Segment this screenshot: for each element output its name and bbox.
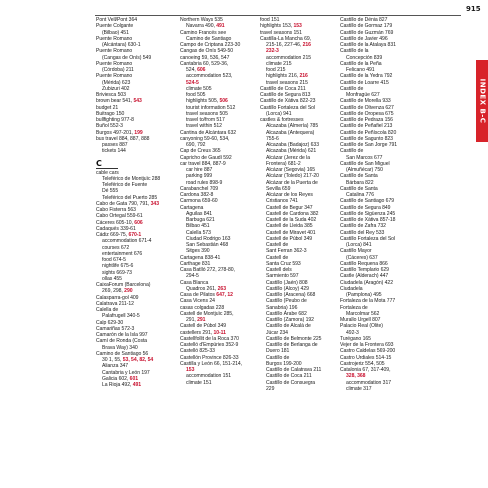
entry-text: travel to/from 517 <box>186 117 225 123</box>
entry-text: Castillo de Consuegra <box>266 379 316 386</box>
entry-text: Castillo de Zafra 732 <box>340 223 386 230</box>
entry-text: Castillo de Xàtiva 857-18 <box>340 217 396 223</box>
index-tab <box>476 60 488 142</box>
entry-text: Castell de <box>266 242 289 248</box>
entry-text: Castillo Mayor <box>340 248 372 255</box>
entry-text: 215-16, 227-46, <box>266 42 303 48</box>
entry-text: Carmona 659-60 <box>180 198 218 205</box>
entry-text: Quadros 261, <box>186 285 218 292</box>
entry-text: La Rioja 492, <box>102 382 133 388</box>
entry-text: (Almuñécar) 750 <box>346 167 383 173</box>
entry-text: 269, 298, <box>102 288 125 295</box>
map-page-reference: 506 <box>219 98 228 105</box>
entry-text: Cartagena 838-41 <box>180 254 221 261</box>
entry-text: Castell de Begur 347 <box>266 204 313 211</box>
map-page-reference: 290 <box>124 288 133 295</box>
entry-text: Briviesca 503 <box>96 92 126 98</box>
entry-text: parking 999 <box>186 173 213 180</box>
entry-text: Castell de Lleida 385 <box>266 223 313 230</box>
entry-text: Castillo de Segura 813 <box>260 92 311 98</box>
entry-text: Castellón Province 826-33 <box>180 354 239 361</box>
entry-text: Cardona 382-8 <box>180 192 214 198</box>
entry-text: Cristianos 741 <box>266 198 298 205</box>
entry-text: Castillo (Peubo de <box>266 298 307 305</box>
entry-text: Alcazaba (Antequera) <box>266 129 315 136</box>
entry-text: Alcazaba (Mérida) 621 <box>266 148 317 155</box>
entry-text: Buñol 552-3 <box>96 123 123 130</box>
entry-text: Castillo de Pedraza 156 <box>340 117 393 123</box>
entry-text: travel seasons 215 <box>266 79 308 86</box>
entry-text: Castillo de Xàtiva 822-23 <box>260 98 316 105</box>
entry-text: canoeing 59, 536, 547 <box>180 54 230 61</box>
entry-text: sights 669-73 <box>102 269 132 276</box>
map-page-reference: 328, 368 <box>346 373 366 380</box>
entry-text: Castillo de <box>340 148 364 155</box>
entry-text: Castle (Alderach) 447 <box>340 273 389 280</box>
entry-text: CaixaForum (Barcelona) <box>96 282 151 288</box>
entry-text: Castillo de Peñíscola 820 <box>340 129 397 136</box>
entry-text: Cantabria y León 197 <box>102 369 150 376</box>
map-page-reference: 543 <box>133 98 142 105</box>
map-page-reference: 343 <box>150 200 159 207</box>
entry-text: Alcázar de la Puerta de <box>266 179 318 186</box>
header-rule <box>95 15 461 16</box>
entry-text: Castell de Púbol 349 <box>266 235 313 242</box>
entry-text: Castillo Fortaleza del Sol <box>260 104 316 111</box>
entry-text: food 151 <box>260 17 280 23</box>
entry-text: Felicano 491 <box>346 67 375 73</box>
entry-text: Castillo de Santa <box>340 185 378 192</box>
entry-text: road rules 898-9 <box>186 179 223 186</box>
entry-text: Teleférico de Montjuïc 288 <box>102 175 161 182</box>
entry-text: (Mérida) 623 <box>102 79 131 86</box>
entry-text: (Cáceres) 637 <box>346 254 378 261</box>
entry-text: Fortaleza de la Mota 777 <box>340 298 396 305</box>
entry-text: 30 1, 55, <box>102 357 123 363</box>
entry-text: car travel 884, 887-9 <box>180 160 226 167</box>
entry-text: Cádiz 669-75, <box>96 232 129 238</box>
entry-text: 294-5 <box>186 273 199 280</box>
entry-text: Castillo (Jaén) 808 <box>266 279 308 286</box>
entry-text: Cabo Ortegal 559-61 <box>96 213 143 220</box>
entry-text: Calasparra-gol 409 <box>96 294 139 301</box>
index-column-2 <box>180 17 260 386</box>
entry-text: Duero 181 <box>266 348 290 355</box>
entry-text: Calatrava 211-12 <box>96 300 134 307</box>
entry-text: Castelló 825-33 <box>180 348 215 355</box>
entry-text: (Lorca) 841 <box>346 242 372 248</box>
entry-text: Burgos 497-201, <box>96 129 135 136</box>
entry-text: Sarmiento 597 <box>266 273 299 280</box>
entry-text: Castell dels <box>266 267 292 273</box>
entry-text: Cabo Fisterra 563 <box>96 207 136 213</box>
page-number: 915 <box>466 5 481 13</box>
map-page-reference: 153 <box>293 23 302 30</box>
entry-text: Camí de Ronda (Costa <box>96 338 148 345</box>
entry-text: Camino de Santiago <box>186 35 232 42</box>
entry-text: Alcázar (Jerez de la <box>266 154 311 161</box>
entry-text: Cantina de Alcántara 632 <box>180 129 237 136</box>
entry-text: accommodation 151 <box>186 373 232 380</box>
entry-text: Calella de <box>96 307 119 313</box>
entry-text: Castillo de Peñafiel 213 <box>340 123 393 130</box>
map-page-reference: 291 <box>197 317 206 323</box>
entry-text: Bárbara 822 <box>346 179 374 186</box>
entry-text: Casa Batlló 272, 278-80, <box>180 267 235 273</box>
entry-text: Frontera) 681-2 <box>266 160 301 167</box>
entry-text: Alianza 347 <box>102 363 129 370</box>
entry-text: Teleférico del Puerto 285 <box>102 194 158 201</box>
entry-text: Galicia 602, <box>102 375 130 382</box>
entry-text: entertainment 676 <box>102 250 143 257</box>
entry-text: castellers 291, <box>180 329 214 336</box>
entry-text: Puente Romano <box>96 60 133 67</box>
entry-text: Castelló d'Empúries 352-9 <box>180 342 239 348</box>
entry-text: Cartagena <box>180 204 204 211</box>
entry-text: Castillo (Aracena) 668 <box>266 292 316 298</box>
entry-text: highlights 505, <box>186 98 220 105</box>
entry-text: Castillo de la Atalaya 831 <box>340 42 396 48</box>
entry-text: Castell de Púbol 349 <box>180 323 227 330</box>
entry-text: Camino de Santiago 56 <box>96 350 149 357</box>
entry-text: Castillo de Sigüenza 245 <box>340 210 396 217</box>
map-page-reference: 10-11 <box>213 329 226 336</box>
entry-text: Alcazaba (Badajoz) 633 <box>266 142 319 148</box>
map-page-reference: 524-5 <box>186 79 199 86</box>
entry-text: highlights 216, <box>266 73 300 80</box>
map-page-reference: 216 <box>302 42 311 48</box>
entry-text: Castillo de Alcalá de <box>266 323 311 330</box>
entry-text: Castillo de Javier 496 <box>340 35 388 42</box>
entry-text: Cabo de Gata 790, 791, <box>96 200 151 207</box>
entry-text: Catalonia 67, 317-409, <box>340 367 391 373</box>
entry-text: Carabanchel 709 <box>180 185 219 192</box>
entry-text: Casa de Pilatos <box>180 292 217 298</box>
index-column-3 <box>260 17 340 392</box>
entry-text: Vejer de la Frontera 693 <box>340 342 394 348</box>
entry-text: accommodation 671-4 <box>102 238 152 245</box>
entry-text: (Cangas de Onís) 549 <box>102 54 152 61</box>
entry-text: accommodation 215 <box>266 54 312 61</box>
entry-text: 229 <box>266 385 275 392</box>
entry-text: food 215 <box>266 67 286 73</box>
entry-text: Castillo de San Jorge 791 <box>340 142 398 148</box>
entry-text: Navarra 490, <box>186 23 217 30</box>
entry-text: Castell de Cardona 382 <box>266 210 319 217</box>
entry-text: Sitges 390 <box>186 248 210 255</box>
map-page-reference: 491 <box>132 382 142 388</box>
index-column-1 <box>96 17 176 388</box>
entry-text: Calp 629-30 <box>96 319 124 326</box>
entry-text: Castillo de Coca 211 <box>266 373 312 380</box>
map-page-reference: 670-1 <box>128 232 142 238</box>
entry-text: canyoning 59-60, 534, <box>180 135 230 142</box>
entry-text: (Lorca) 941 <box>266 110 292 117</box>
entry-text: car hire 887 <box>186 167 213 173</box>
index-column-4 <box>340 17 420 392</box>
entry-text: Teleférico de Fuente <box>102 182 148 188</box>
entry-text: Castillo de Berlanga de <box>266 342 318 348</box>
entry-text: Castillo del Rey 533 <box>340 229 385 236</box>
entry-text: Ciudadela <box>340 285 363 292</box>
map-page-reference: 216 <box>299 73 308 80</box>
map-page-reference: 199 <box>134 129 143 136</box>
entry-text: Castro Urdiales 514-15 <box>340 354 392 361</box>
index-subentry <box>180 380 260 386</box>
index-tab-label: INDEX B-C <box>478 78 486 124</box>
entry-text: Casa Blanca <box>180 279 209 286</box>
entry-text: Calella 573 <box>186 229 211 236</box>
index-subentry <box>340 386 420 392</box>
entry-text: Castillo de Oropesa 675 <box>340 110 394 117</box>
entry-text: climate 317 <box>346 385 372 392</box>
entry-text: castles & fortresses <box>260 117 304 123</box>
entry-text: Alcazaba (Almería) 785 <box>266 123 319 130</box>
entry-text: Pont Vell/Pont 364 <box>96 17 138 23</box>
entry-text: Campo de Criptana 223-30 <box>180 42 241 48</box>
entry-text: Burgos 199-200 <box>266 360 302 367</box>
entry-text: Castell de la Suda 402 <box>266 217 317 223</box>
entry-text: Sevilla 659 <box>266 185 291 192</box>
entry-text: tickets 144 <box>102 148 126 155</box>
entry-text: 524, <box>186 67 198 73</box>
entry-text: Castillo de la Peña <box>340 60 382 67</box>
entry-text: Castilla y León 66, 151-214, <box>180 360 243 367</box>
entry-text: Sant Ferran 362-3 <box>266 248 307 255</box>
entry-text: climate 505 <box>186 85 212 92</box>
entry-text: Marcolmar 562 <box>346 310 380 317</box>
map-page-reference: 601 <box>129 375 139 382</box>
entry-text: Castilla-La Mancha 69, <box>260 35 311 42</box>
entry-text: Castillo de San Miguel <box>340 160 390 167</box>
entry-text: Zubizuri 402 <box>102 85 130 92</box>
entry-text: passes 887 <box>102 142 128 148</box>
entry-text: Castillo de Loarre 415 <box>340 79 389 86</box>
entry-text: Cadaqués 339-61 <box>96 225 136 232</box>
entry-text: Castell de <box>266 254 289 261</box>
entry-text: Castillo (Alcoy) 429 <box>266 285 309 292</box>
entry-text: 690, 792 <box>186 142 206 148</box>
map-page-reference: 53, 54, 82, 54 <box>122 357 154 363</box>
entry-text: Barbuga 621 <box>186 217 215 223</box>
entry-text: bullfighting 977-8 <box>96 117 134 123</box>
entry-text: Castell de Montjuïc 285, <box>180 310 234 317</box>
entry-text: Cangas de Onís 549-50 <box>180 48 234 55</box>
entry-text: Camariñas 572-3 <box>96 325 135 332</box>
entry-text: Capricho de Gaudí 592 <box>180 154 232 161</box>
entry-text: Puente Romano <box>96 35 133 42</box>
entry-text: bus travel 884, 887, 888 <box>96 135 150 142</box>
entry-text: Júcar 234 <box>266 329 288 336</box>
entry-text: budget 21 <box>96 104 119 111</box>
map-page-reference: 263 <box>217 285 226 292</box>
entry-text: Puente Colgante <box>96 23 134 30</box>
entry-text: Cap de Creus 365 <box>180 148 221 155</box>
map-page-reference: 647, 12 <box>216 292 233 298</box>
entry-text: Castillo de Gormaz 179 <box>340 23 393 30</box>
entry-text: Castillo Requena 866 <box>340 260 388 267</box>
entry-text: Carthage 831 <box>180 260 211 267</box>
entry-text: travel seasons 151 <box>260 29 302 36</box>
entry-text: Castrojeriz 554, 505 <box>340 360 385 367</box>
entry-text: Northern Ways 535 <box>180 17 223 23</box>
entry-text: Castillo Templario 629 <box>340 267 389 273</box>
index-subentry <box>96 148 176 154</box>
entry-text: Santa Cruz 593 <box>266 260 301 267</box>
entry-text: Camino Francés see <box>180 29 227 36</box>
entry-text: Castillo de <box>340 85 364 92</box>
entry-text: Castillo de Sagunto 823 <box>340 135 393 142</box>
entry-text: Alcázar de los Reyes <box>266 192 313 198</box>
entry-text: Castillo de Calatrava 211 <box>266 367 322 373</box>
entry-text: food 674-5 <box>102 257 126 263</box>
entry-text: Ciudadela (Aragón) 422 <box>340 279 393 286</box>
entry-text: food 505 <box>186 92 206 98</box>
entry-text: Castillo de Belmonte 225 <box>266 335 322 342</box>
entry-text: Cáceres 605-10, <box>96 219 135 226</box>
entry-text: Monfragüe 627 <box>346 92 380 98</box>
entry-text: Puente Romano <box>96 48 133 55</box>
map-page-reference: 606 <box>197 67 206 73</box>
entry-text: Castellfollit de la Roca 370 <box>180 335 239 342</box>
entry-text: Castillo de Dénia 827 <box>340 17 388 23</box>
entry-text: climate 151 <box>186 379 212 386</box>
entry-text: 492-3 <box>346 329 359 336</box>
entry-text: Sanabria) 196 <box>266 304 298 311</box>
entry-text: Fortaleza de <box>340 304 368 311</box>
entry-text: travel seasons 505 <box>186 110 228 117</box>
entry-text: Castell de Miravet 401 <box>266 229 316 236</box>
entry-text: Bilbao 451 <box>186 223 210 230</box>
index-subentry <box>260 386 340 392</box>
map-page-reference: 153 <box>186 367 195 373</box>
entry-text: Aguilas 841 <box>186 210 213 217</box>
entry-text: (Alcántara) 630-1 <box>102 42 141 48</box>
entry-text: Ciudad Rodrigo 163 <box>186 235 231 242</box>
entry-text: Castillo de Olivenza 627 <box>340 104 394 111</box>
entry-text: brown bear 541, <box>96 98 134 105</box>
entry-text: travel within 512 <box>186 123 222 130</box>
entry-text: Castillo de Segura 849 <box>340 204 391 211</box>
entry-text: accommodation 317 <box>346 379 392 386</box>
entry-text: Murallo Urgell 807 <box>340 317 381 323</box>
entry-text: Castillo (Zamora) 192 <box>266 317 314 323</box>
entry-text: Castillo de Santa <box>340 173 378 180</box>
entry-text: Castillo Fortaleza del Sol <box>340 235 396 242</box>
entry-text: Castillo de Guzmán 769 <box>340 29 394 36</box>
entry-text: Camarón de la Isla 997 <box>96 332 148 338</box>
entry-text: Castillo Árabe 682 <box>266 310 307 317</box>
entry-text: Casa Vicens 24 <box>180 298 215 305</box>
entry-text: 755-6 <box>266 135 279 142</box>
entry-text: Alcázar (Segovia) 165 <box>266 167 316 173</box>
entry-text: climate 215 <box>266 60 292 67</box>
entry-text: nightlife 675-6 <box>102 263 134 270</box>
entry-text: Concepción 839 <box>346 54 383 61</box>
map-page-reference: 606 <box>134 219 143 226</box>
entry-text: San Sebastián 468 <box>186 242 229 248</box>
entry-text: Palacio Real (Olite) <box>340 323 383 330</box>
entry-text: cable cars <box>96 169 119 176</box>
entry-text: Palafrugell 340-5 <box>102 313 140 320</box>
entry-text: Puente Romano <box>96 73 133 80</box>
entry-text: Castillo de la <box>340 48 369 55</box>
entry-text: tourist information 512 <box>186 104 236 111</box>
entry-text: (Pamplona) 495 <box>346 292 382 298</box>
entry-text: (Córdoba) 211 <box>102 67 134 73</box>
map-page-reference: 232-3 <box>266 48 279 55</box>
entry-text: Castillo de <box>266 354 290 361</box>
entry-text: courses 672 <box>102 244 130 251</box>
entry-text: Alcázar (Toledo) 217-20 <box>266 173 319 180</box>
entry-text: casas colgadas 228 <box>180 304 225 311</box>
entry-text: accommodation 523, <box>186 73 233 80</box>
entry-text: Turégano 165 <box>340 335 371 342</box>
entry-text: Castillo de Coca 211 <box>260 85 306 92</box>
entry-text: ollas 455 <box>102 275 122 282</box>
entry-text: Brava Way) 340 <box>102 344 138 351</box>
entry-text: Castillo de la Yedra 792 <box>340 73 393 80</box>
entry-text: Buitrago 150 <box>96 110 125 117</box>
entry-text: Catalina 776 <box>346 192 375 198</box>
entry-text: Castillo de Santiago 679 <box>340 198 395 205</box>
entry-text: Castillo de Morella 933 <box>340 98 391 105</box>
entry-text: 291, <box>186 317 198 323</box>
letter-heading-c: C <box>96 159 118 169</box>
entry-text: Castro Caldelas 569-200 <box>340 348 396 355</box>
map-page-reference: 491 <box>216 23 225 30</box>
entry-text: Dé 555 <box>102 188 119 195</box>
entry-text: San Marcos 677 <box>346 154 383 161</box>
entry-text: Cantabria 60, 529-36, <box>180 60 229 67</box>
index-subentry <box>96 382 176 388</box>
entry-text: (Bilbao) 451 <box>102 29 129 36</box>
entry-text: highlights 153, <box>260 23 294 30</box>
